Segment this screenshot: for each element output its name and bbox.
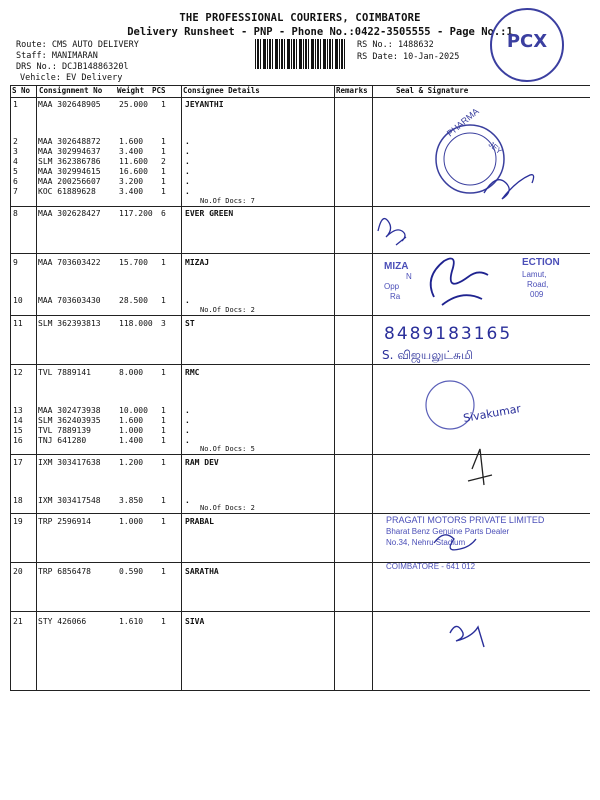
row-sno: 9 bbox=[13, 258, 18, 267]
runsheet-subtitle: Delivery Runsheet - PNP - Phone No.:0422-3505555 - Page No.:1 bbox=[127, 26, 513, 38]
row-consignment-no: MAA 200256607 bbox=[38, 177, 101, 186]
row-weight: 16.600 bbox=[119, 167, 148, 176]
col-divider bbox=[334, 85, 335, 690]
col-header-sno: S No bbox=[12, 86, 31, 95]
col-header-remarks: Remarks bbox=[336, 86, 368, 95]
row-pcs: 1 bbox=[161, 258, 166, 267]
row-consignment-no: MAA 703603422 bbox=[38, 258, 101, 267]
row-consignee: EVER GREEN bbox=[185, 209, 234, 218]
row-sno: 11 bbox=[13, 319, 23, 328]
row-sno: 13 bbox=[13, 406, 23, 415]
row-consignment-no: KOC 61889628 bbox=[38, 187, 96, 196]
col-header-weight: Weight bbox=[117, 86, 145, 95]
row-weight: 3.400 bbox=[119, 147, 144, 156]
doc-count: No.Of Docs: 5 bbox=[200, 445, 255, 453]
row-consignment-no: IXM 303417548 bbox=[38, 496, 101, 505]
row-sno: 16 bbox=[13, 436, 23, 445]
row-consignment-no: MAA 302994637 bbox=[38, 147, 101, 156]
signature-rmc: Sivakumar bbox=[462, 402, 522, 425]
vehicle-label: Vehicle: EV Delivery bbox=[20, 73, 123, 83]
row-consignment-no: MAA 302628427 bbox=[38, 209, 101, 218]
rs-date: RS Date: 10-Jan-2025 bbox=[357, 52, 460, 62]
row-weight: 11.600 bbox=[119, 157, 148, 166]
row-consignment-no: SLM 362393813 bbox=[38, 319, 101, 328]
row-pcs: 1 bbox=[161, 137, 166, 146]
row-consignment-no: TVL 7889141 bbox=[38, 368, 91, 377]
row-pcs: 1 bbox=[161, 406, 166, 415]
row-consignment-no: MAA 302994615 bbox=[38, 167, 101, 176]
row-pcs: 2 bbox=[161, 157, 166, 166]
row-pcs: 1 bbox=[161, 296, 166, 305]
svg-text:JEY: JEY bbox=[486, 139, 504, 156]
seal-text: Ra bbox=[390, 292, 401, 301]
col-header-consignee: Consignee Details bbox=[183, 86, 260, 95]
row-consignee: . bbox=[185, 157, 190, 166]
row-pcs: 1 bbox=[161, 416, 166, 425]
row-pcs: 1 bbox=[161, 187, 166, 196]
row-consignee: . bbox=[185, 436, 190, 445]
handwritten-name: S. விஜயலுட்சுமி bbox=[382, 348, 473, 362]
row-weight: 1.600 bbox=[119, 416, 144, 425]
table-bottom-border bbox=[10, 690, 590, 691]
handwritten-phone: 8489183165 bbox=[384, 324, 513, 344]
row-sno: 5 bbox=[13, 167, 18, 176]
route-label: Route: CMS AUTO DELIVERY bbox=[16, 40, 139, 50]
row-consignment-no: MAA 302648872 bbox=[38, 137, 101, 146]
pcx-stamp: PCX bbox=[490, 8, 564, 82]
seal-text: Road, bbox=[527, 280, 549, 289]
row-consignee: JEYANTHI bbox=[185, 100, 224, 109]
row-sno: 15 bbox=[13, 426, 23, 435]
row-consignment-no: TVL 7889139 bbox=[38, 426, 91, 435]
row-sno: 14 bbox=[13, 416, 23, 425]
row-sno: 8 bbox=[13, 209, 18, 218]
row-weight: 1.200 bbox=[119, 458, 144, 467]
row-pcs: 1 bbox=[161, 167, 166, 176]
seal-stamp-circle bbox=[436, 106, 504, 193]
seal-text: Bharat Benz Genuine Parts Dealer bbox=[386, 527, 510, 536]
row-pcs: 1 bbox=[161, 517, 166, 526]
row-sno: 1 bbox=[13, 100, 18, 109]
row-sno: 4 bbox=[13, 157, 18, 166]
row-consignment-no: MAA 302473938 bbox=[38, 406, 101, 415]
row-sno: 21 bbox=[13, 617, 23, 626]
row-consignment-no: TRP 6856478 bbox=[38, 567, 91, 576]
row-pcs: 1 bbox=[161, 496, 166, 505]
row-consignee: . bbox=[185, 147, 190, 156]
row-consignee: . bbox=[185, 137, 190, 146]
row-consignee: RAM DEV bbox=[185, 458, 219, 467]
staff-label: Staff: MANIMARAN bbox=[16, 51, 98, 61]
row-sno: 12 bbox=[13, 368, 23, 377]
col-divider bbox=[181, 85, 182, 690]
row-consignment-no: TNJ 641280 bbox=[38, 436, 87, 445]
row-weight: 28.500 bbox=[119, 296, 148, 305]
signature-siva bbox=[450, 626, 484, 647]
row-pcs: 6 bbox=[161, 209, 166, 218]
row-consignment-no: MAA 703603430 bbox=[38, 296, 101, 305]
row-sno: 7 bbox=[13, 187, 18, 196]
row-consignee: . bbox=[185, 406, 190, 415]
row-consignee: . bbox=[185, 187, 190, 196]
row-consignee: SIVA bbox=[185, 617, 205, 626]
row-weight: 1.610 bbox=[119, 617, 144, 626]
row-consignee: . bbox=[185, 167, 190, 176]
row-sno: 10 bbox=[13, 296, 23, 305]
barcode bbox=[255, 39, 347, 69]
row-consignee: . bbox=[185, 496, 190, 505]
row-consignee: SARATHA bbox=[185, 567, 219, 576]
row-consignment-no: TRP 2596914 bbox=[38, 517, 91, 526]
signature-jeyanthi bbox=[484, 175, 534, 199]
row-weight: 25.000 bbox=[119, 100, 148, 109]
row-sno: 6 bbox=[13, 177, 18, 186]
row-consignee: . bbox=[185, 416, 190, 425]
seal-text: MIZA bbox=[384, 261, 409, 272]
row-consignment-no: MAA 302648905 bbox=[38, 100, 101, 109]
row-sno: 19 bbox=[13, 517, 23, 526]
row-weight: 10.000 bbox=[119, 406, 148, 415]
row-weight: 1.000 bbox=[119, 426, 144, 435]
seal-text: N bbox=[406, 272, 412, 281]
drs-label: DRS No.: DCJB14886320l bbox=[16, 62, 129, 72]
col-header-pcs: PCS bbox=[152, 86, 166, 95]
row-weight: 1.000 bbox=[119, 517, 144, 526]
row-pcs: 1 bbox=[161, 436, 166, 445]
signature-ramdev bbox=[468, 449, 492, 485]
seal-text: 009 bbox=[530, 290, 544, 299]
row-pcs: 1 bbox=[161, 177, 166, 186]
seal-stamp-mizaj bbox=[384, 257, 560, 301]
row-sno: 3 bbox=[13, 147, 18, 156]
doc-count: No.Of Docs: 7 bbox=[200, 197, 255, 205]
seal-text: PRAGATI MOTORS PRIVATE LIMITED bbox=[386, 515, 545, 525]
col-header-consignment: Consignment No bbox=[39, 86, 103, 95]
doc-count: No.Of Docs: 2 bbox=[200, 504, 255, 512]
row-consignment-no: SLM 362386786 bbox=[38, 157, 101, 166]
row-weight: 0.590 bbox=[119, 567, 144, 576]
row-consignee: ST bbox=[185, 319, 195, 328]
row-sno: 20 bbox=[13, 567, 23, 576]
row-consignee: RMC bbox=[185, 368, 200, 377]
col-divider bbox=[36, 85, 37, 690]
seal-text: Opp bbox=[384, 282, 400, 291]
row-weight: 1.600 bbox=[119, 137, 144, 146]
row-sno: 2 bbox=[13, 137, 18, 146]
row-sno: 18 bbox=[13, 496, 23, 505]
seal-text: No.34, Nehru Stadium bbox=[386, 538, 466, 547]
row-weight: 15.700 bbox=[119, 258, 148, 267]
row-sno: 17 bbox=[13, 458, 23, 467]
row-pcs: 1 bbox=[161, 617, 166, 626]
seal-signature-area bbox=[372, 97, 590, 690]
row-consignee: MIZAJ bbox=[185, 258, 210, 267]
row-pcs: 1 bbox=[161, 458, 166, 467]
row-pcs: 1 bbox=[161, 368, 166, 377]
row-consignment-no: IXM 303417638 bbox=[38, 458, 101, 467]
row-pcs: 1 bbox=[161, 426, 166, 435]
doc-count: No.Of Docs: 2 bbox=[200, 306, 255, 314]
row-consignment-no: STY 426066 bbox=[38, 617, 87, 626]
row-consignee: . bbox=[185, 426, 190, 435]
row-pcs: 1 bbox=[161, 567, 166, 576]
seal-stamp-pragati bbox=[386, 515, 545, 571]
company-title: THE PROFESSIONAL COURIERS, COIMBATORE bbox=[179, 12, 421, 24]
col-header-seal: Seal & Signature bbox=[396, 86, 469, 95]
row-weight: 1.400 bbox=[119, 436, 144, 445]
row-consignee: PRABAL bbox=[185, 517, 214, 526]
row-pcs: 3 bbox=[161, 319, 166, 328]
signature-mizaj bbox=[431, 259, 488, 305]
row-consignee: . bbox=[185, 296, 190, 305]
row-weight: 118.000 bbox=[119, 319, 153, 328]
rs-number: RS No.: 1488632 bbox=[357, 40, 434, 50]
row-weight: 3.400 bbox=[119, 187, 144, 196]
row-weight: 117.200 bbox=[119, 209, 153, 218]
row-consignment-no: SLM 362403935 bbox=[38, 416, 101, 425]
row-pcs: 1 bbox=[161, 100, 166, 109]
row-pcs: 1 bbox=[161, 147, 166, 156]
col-divider bbox=[10, 85, 11, 690]
seal-text: Lamut, bbox=[522, 270, 547, 279]
seal-text: COIMBATORE - 641 012 bbox=[386, 562, 476, 571]
seal-text: ECTION bbox=[522, 257, 560, 268]
signature-evergreen bbox=[378, 219, 406, 245]
row-weight: 8.000 bbox=[119, 368, 144, 377]
row-consignee: . bbox=[185, 177, 190, 186]
row-weight: 3.200 bbox=[119, 177, 144, 186]
row-weight: 3.850 bbox=[119, 496, 144, 505]
svg-text:PHARMA: PHARMA bbox=[444, 106, 481, 139]
